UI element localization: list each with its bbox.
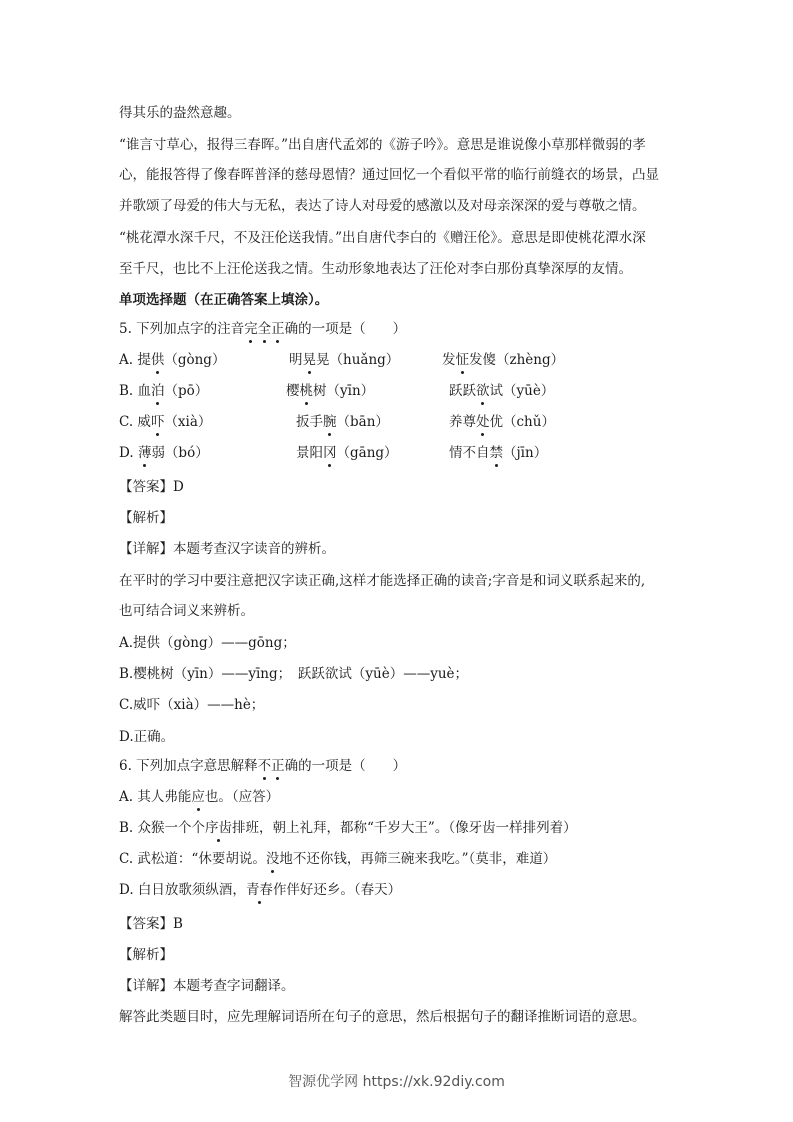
text-line: “桃花潭水深千尺，不及汪伦送我情。”出自唐代李白的《赠汪伦》。意思是即使桃花潭水深: [119, 230, 646, 246]
q5-option-d2: 景阳冈（gāng）: [296, 445, 398, 461]
q5-option-a2: 明晃晃（huǎng）: [289, 352, 400, 368]
q5-option-d1: D. 薄弱（bó）: [119, 445, 209, 461]
q6-option-b: B. 众猴一个个序齿排班，朝上礼拜，都称“千岁大王”。（像牙齿一样排列着）: [119, 820, 577, 836]
footer-watermark: 智源优学网 https://xk.92diy.com: [288, 1074, 505, 1090]
text-line: 心，能报答得了像春晖普泽的慈母恩情？通过回忆一个看似平常的临行前缝衣的场景，凸显: [119, 167, 659, 183]
question-5-stem: 5. 下列加点字的注音完全正确的一项是（ ）: [119, 321, 407, 337]
q6-detail-heading: 【详解】本题考查字词翻译。: [119, 978, 295, 994]
q5-analysis-heading: 【解析】: [119, 510, 173, 526]
question-6-stem: 6. 下列加点字意思解释不正确的一项是（ ）: [119, 758, 407, 774]
q6-option-c: C. 武松道：“休要胡说。没地不还你钱，再筛三碗来我吃。”（莫非，难道）: [119, 851, 557, 867]
q5-explanation-item: A.提供（gòng）——gōng；: [119, 635, 296, 651]
q5-option-a1: A. 提供（gòng）: [119, 352, 226, 368]
q5-explanation-line: 也可结合词义来辨析。: [119, 603, 254, 619]
q5-explanation-line: 在平时的学习中要注意把汉字读正确,这样才能选择正确的读音;字音是和词义联系起来的,: [119, 573, 646, 589]
q5-option-a3: 发怔发傻（zhèng）: [442, 352, 565, 368]
q5-detail-heading: 【详解】本题考查汉字读音的辨析。: [119, 541, 335, 557]
q5-option-c1: C. 威吓（xià）: [119, 414, 212, 430]
text-line: 得其乐的盎然意趣。: [119, 105, 241, 121]
q5-option-c2: 扳手腕（bān）: [296, 414, 389, 430]
q5-explanation-item: D.正确。: [119, 729, 175, 745]
q5-option-d3: 情不自禁（jīn）: [449, 445, 548, 461]
section-heading: 单项选择题（在正确答案上填涂）。: [119, 292, 329, 308]
q5-explanation-item: B.樱桃树（yīn）——yīng； 跃跃欲试（yūè）——yuè；: [119, 666, 469, 682]
q5-option-c3: 养尊处优（chǔ）: [449, 414, 555, 430]
q6-analysis-heading: 【解析】: [119, 947, 173, 963]
q6-option-d: D. 白日放歌须纵酒，青春作伴好还乡。（春天）: [119, 882, 402, 898]
q5-option-b2: 樱桃树（yīn）: [286, 383, 375, 399]
q6-answer: 【答案】B: [119, 916, 183, 932]
q5-option-b3: 跃跃欲试（yūè）: [449, 383, 555, 399]
text-line: 至千尺，也比不上汪伦送我之情。生动形象地表达了汪伦对李白那份真挚深厚的友情。: [119, 261, 632, 277]
q5-explanation-item: C.威吓（xià）——hè；: [119, 697, 265, 713]
q5-option-b1: B. 血泊（pō）: [119, 383, 209, 399]
q6-option-a: A. 其人弗能应也。（应答）: [119, 789, 280, 805]
q6-explanation-line: 解答此类题目时，应先理解词语所在句子的意思，然后根据句子的翻译推断词语的意思。: [119, 1009, 646, 1025]
text-line: 并歌颂了母爱的伟大与无私，表达了诗人对母爱的感激以及对母亲深深的爱与尊敬之情。: [119, 198, 646, 214]
q5-answer: 【答案】D: [119, 479, 184, 495]
text-line: “谁言寸草心，报得三春晖。”出自唐代孟郊的《游子吟》。意思是谁说像小草那样微弱的孝: [119, 137, 646, 153]
